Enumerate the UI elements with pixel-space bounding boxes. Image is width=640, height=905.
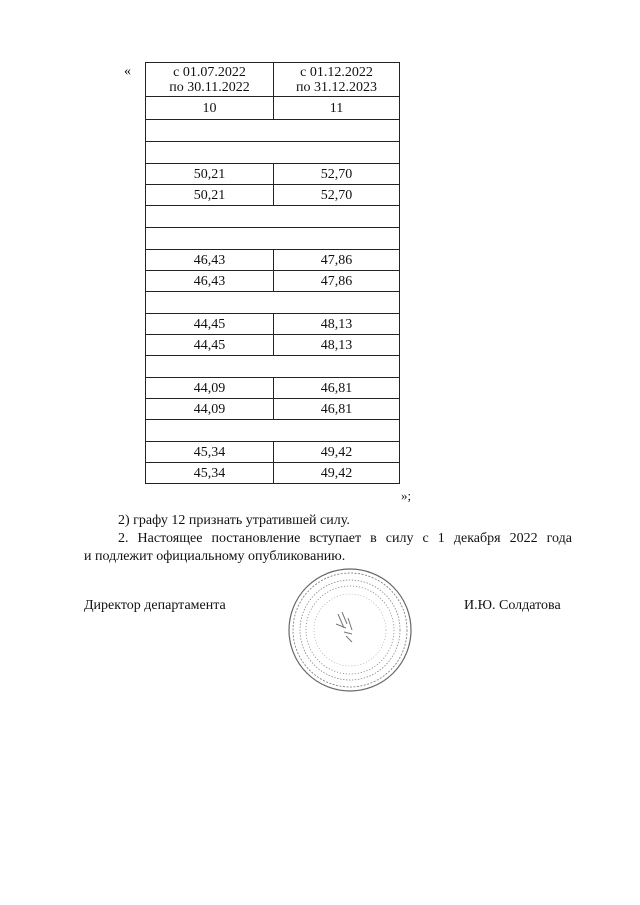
cell-col-11: 48,13: [274, 335, 400, 356]
table-group-cell: [146, 228, 400, 250]
signatory-position: Директор департамента: [84, 598, 226, 613]
column-number-10: 10: [146, 97, 274, 120]
table-group-row: [146, 292, 400, 314]
cell-col-11: 49,42: [274, 463, 400, 484]
point-2-paragraph-line1: 2. Настоящее постановление вступает в силу с 1 декабря 2022 года: [118, 531, 572, 546]
table-row: [146, 164, 400, 185]
header-col-10: [146, 63, 274, 97]
header-col-10-from: с 01.07.2022: [173, 64, 246, 80]
header-col-11: [274, 63, 400, 97]
table-group-cell: [146, 206, 400, 228]
official-seal-stamp: [286, 566, 414, 694]
table-group-cell: [146, 420, 400, 442]
table-row: [146, 442, 400, 463]
table-row: [146, 250, 400, 271]
cell-col-11: 52,70: [274, 164, 400, 185]
cell-col-11: 46,81: [274, 399, 400, 420]
cell-col-11: 47,86: [274, 250, 400, 271]
cell-col-10: 46,43: [146, 250, 274, 271]
header-col-10-to: по 30.11.2022: [169, 79, 250, 95]
cell-col-11: 48,13: [274, 314, 400, 335]
cell-col-11: 46,81: [274, 378, 400, 399]
item-2-paragraph: 2) графу 12 признать утратившей силу.: [118, 513, 350, 528]
table-row: [146, 185, 400, 206]
signatory-name: И.Ю. Солдатова: [464, 598, 561, 613]
cell-col-10: 50,21: [146, 185, 274, 206]
table-group-cell: [146, 356, 400, 378]
header-col-11-to: по 31.12.2023: [296, 79, 377, 95]
cell-col-11: 52,70: [274, 185, 400, 206]
table-row: [146, 399, 400, 420]
opening-quote: «: [124, 64, 131, 79]
point-2-paragraph-line2: и подлежит официальному опубликованию.: [84, 549, 346, 564]
cell-col-10: 50,21: [146, 164, 274, 185]
cell-col-10: 44,45: [146, 314, 274, 335]
table-group-row: [146, 142, 400, 164]
cell-col-11: 49,42: [274, 442, 400, 463]
column-number-11: 11: [274, 97, 400, 120]
closing-quote: »;: [401, 488, 412, 503]
table-row: [146, 335, 400, 356]
table-group-row: [146, 228, 400, 250]
table-row: [146, 463, 400, 484]
tariff-table: [145, 62, 400, 484]
cell-col-11: 47,86: [274, 271, 400, 292]
table-row: [146, 314, 400, 335]
table-row: [146, 271, 400, 292]
table-group-cell: [146, 142, 400, 164]
cell-col-10: 44,09: [146, 399, 274, 420]
cell-col-10: 45,34: [146, 442, 274, 463]
table-group-row: [146, 120, 400, 142]
table-group-cell: [146, 292, 400, 314]
table-group-cell: [146, 120, 400, 142]
column-number-row: [146, 97, 400, 120]
cell-col-10: 46,43: [146, 271, 274, 292]
table-group-row: [146, 420, 400, 442]
table-row: [146, 378, 400, 399]
cell-col-10: 45,34: [146, 463, 274, 484]
header-col-11-from: с 01.12.2022: [300, 64, 373, 80]
table-group-row: [146, 356, 400, 378]
cell-col-10: 44,09: [146, 378, 274, 399]
table-header-row: [146, 63, 400, 97]
table-group-row: [146, 206, 400, 228]
cell-col-10: 44,45: [146, 335, 274, 356]
